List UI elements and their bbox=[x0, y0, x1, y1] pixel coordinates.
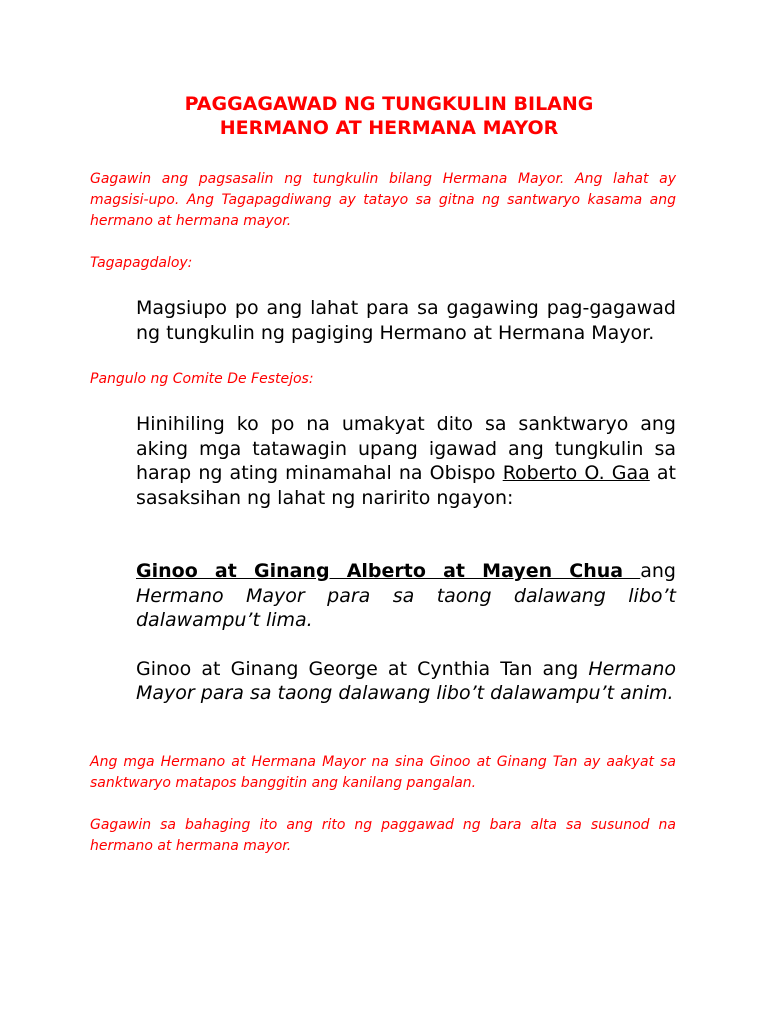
chua-role: Hermano Mayor para sa taong dalawang libo’t dalawampu’t lima. bbox=[136, 584, 676, 631]
intro-instruction: Gagawin ang pagsasalin ng tungkulin bilang Hermana Mayor. Ang lahat ay magsisi-upo. Ang Tagapagdiwang ay tatayo sa gitna ng santwaryo kasama ang hermano at hermana mayor. bbox=[90, 171, 676, 229]
announcement-chua bbox=[136, 559, 676, 633]
speech-pangulo bbox=[136, 412, 676, 510]
chua-connector: ang bbox=[640, 560, 676, 582]
instruction-bara-alta: Gagawin sa bahaging ito ang rito ng paggawad ng bara alta sa susunod na hermano at hermana mayor. bbox=[90, 816, 676, 854]
chua-names: Ginoo at Ginang Alberto at Mayen Chua bbox=[136, 560, 641, 582]
document-page bbox=[90, 92, 676, 857]
bishop-name: Roberto O. Gaa bbox=[502, 462, 650, 484]
speaker-tagapagdaloy: Tagapagdaloy: bbox=[90, 255, 193, 271]
speech-pangulo-closing: at sasaksihan ng lahat ng naririto ngayon: bbox=[136, 462, 676, 509]
speech-tagapagdaloy: Magsiupo po ang lahat para sa gagawing pag-gagawad ng tungkulin ng pagiging Hermano at Hermana Mayor. bbox=[136, 297, 676, 344]
tan-names: Ginoo at Ginang George at Cynthia Tan ang bbox=[136, 657, 589, 680]
announcement-tan bbox=[136, 657, 676, 706]
document-title bbox=[90, 92, 676, 140]
tan-role: Hermano Mayor para sa taong dalawang libo’t dalawampu’t anim. bbox=[136, 657, 676, 704]
speech-pangulo-text: Hinihiling ko po na umakyat dito sa sanktwaryo ang aking mga tatawagin upang igawad ang tungkulin sa harap ng ating minamahal na Obispo bbox=[136, 413, 676, 484]
title-line-2: HERMANO AT HERMANA MAYOR bbox=[219, 117, 559, 139]
instruction-ascend: Ang mga Hermano at Hermana Mayor na sina Ginoo at Ginang Tan ay aakyat sa sanktwaryo matapos banggitin ang kanilang pangalan. bbox=[90, 753, 676, 791]
speaker-pangulo: Pangulo ng Comite De Festejos: bbox=[90, 371, 314, 387]
title-line-1: PAGGAGAWAD NG TUNGKULIN BILANG bbox=[184, 93, 594, 115]
